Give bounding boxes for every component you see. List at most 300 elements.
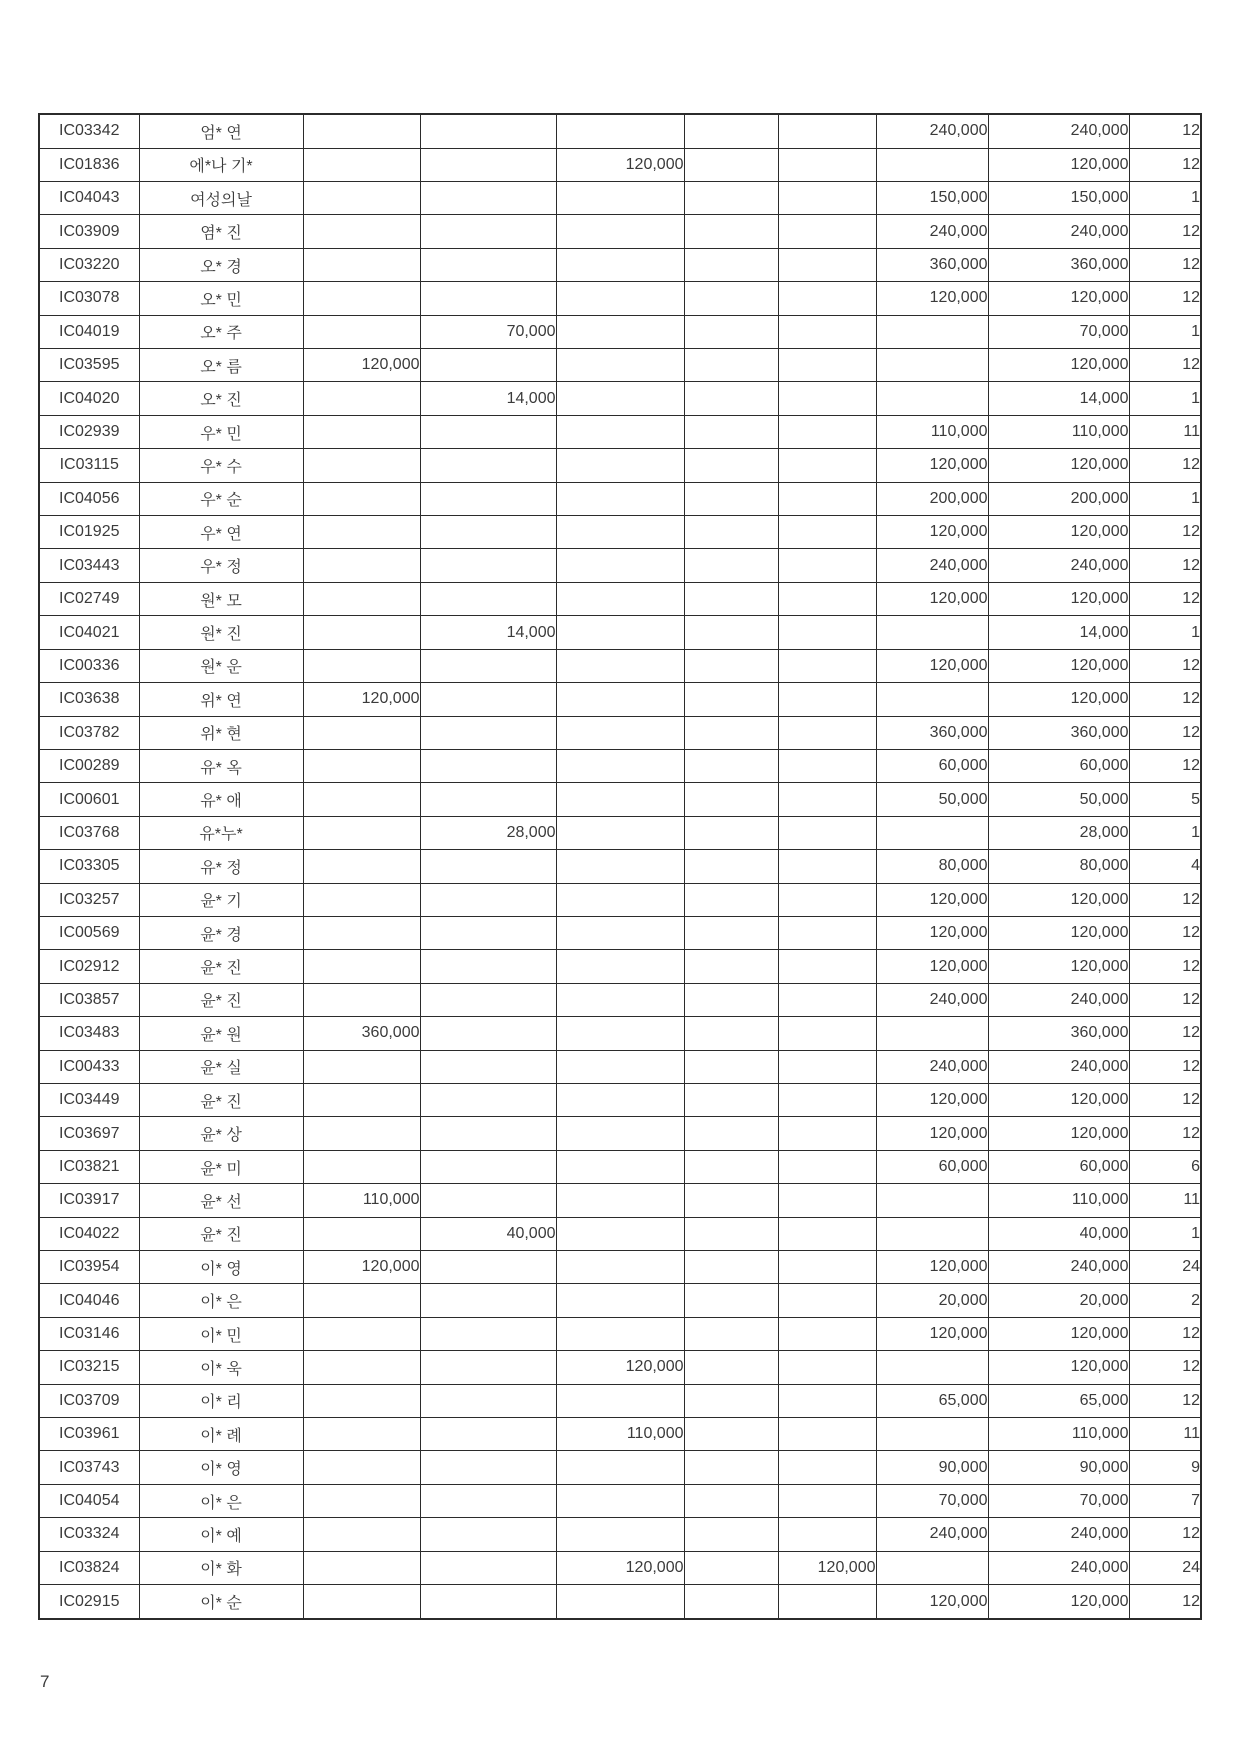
- amount-cell: 120,000: [556, 1351, 684, 1384]
- count-cell: 24: [1129, 1251, 1201, 1284]
- table-row: [39, 1217, 1201, 1250]
- amount-cell: [778, 1217, 876, 1250]
- total-cell: 240,000: [988, 1551, 1129, 1584]
- amount-cell: 240,000: [876, 215, 988, 248]
- id-cell: IC03782: [39, 716, 139, 749]
- table-row: [39, 1518, 1201, 1551]
- amount-cell: 360,000: [876, 248, 988, 281]
- amount-cell: [684, 1518, 778, 1551]
- amount-cell: 60,000: [876, 749, 988, 782]
- count-cell: 12: [1129, 1083, 1201, 1116]
- count-cell: 12: [1129, 716, 1201, 749]
- amount-cell: [303, 716, 420, 749]
- name-cell: 윤* 미: [139, 1150, 303, 1183]
- table-row: [39, 983, 1201, 1016]
- amount-cell: [303, 950, 420, 983]
- amount-cell: [303, 282, 420, 315]
- amount-cell: [420, 883, 556, 916]
- amount-cell: 28,000: [420, 816, 556, 849]
- amount-cell: 360,000: [303, 1017, 420, 1050]
- amount-cell: [556, 1217, 684, 1250]
- amount-cell: [556, 783, 684, 816]
- amount-cell: [684, 282, 778, 315]
- amount-cell: [778, 315, 876, 348]
- amount-cell: [556, 749, 684, 782]
- amount-cell: [420, 1484, 556, 1517]
- total-cell: 360,000: [988, 248, 1129, 281]
- amount-cell: [778, 1050, 876, 1083]
- id-cell: IC04022: [39, 1217, 139, 1250]
- amount-cell: 120,000: [778, 1551, 876, 1584]
- name-cell: 이* 영: [139, 1451, 303, 1484]
- name-cell: 이* 은: [139, 1484, 303, 1517]
- id-cell: IC03449: [39, 1083, 139, 1116]
- amount-cell: [778, 1484, 876, 1517]
- amount-cell: [778, 1184, 876, 1217]
- amount-cell: 240,000: [876, 114, 988, 148]
- amount-cell: [684, 749, 778, 782]
- amount-cell: [684, 1083, 778, 1116]
- amount-cell: [778, 1117, 876, 1150]
- total-cell: 60,000: [988, 1150, 1129, 1183]
- amount-cell: [303, 1451, 420, 1484]
- name-cell: 위* 연: [139, 683, 303, 716]
- amount-cell: [420, 182, 556, 215]
- amount-cell: [684, 716, 778, 749]
- id-cell: IC03078: [39, 282, 139, 315]
- amount-cell: 120,000: [876, 950, 988, 983]
- name-cell: 윤* 진: [139, 1217, 303, 1250]
- amount-cell: [778, 616, 876, 649]
- amount-cell: [556, 516, 684, 549]
- count-cell: 1: [1129, 1217, 1201, 1250]
- count-cell: 12: [1129, 114, 1201, 148]
- table-row: [39, 415, 1201, 448]
- amount-cell: [303, 1217, 420, 1250]
- amount-cell: [684, 1050, 778, 1083]
- amount-cell: [556, 649, 684, 682]
- total-cell: 120,000: [988, 148, 1129, 181]
- amount-cell: [303, 315, 420, 348]
- amount-cell: [778, 1017, 876, 1050]
- table-row: [39, 1384, 1201, 1417]
- amount-cell: [556, 449, 684, 482]
- total-cell: 50,000: [988, 783, 1129, 816]
- amount-cell: [684, 683, 778, 716]
- amount-cell: [684, 616, 778, 649]
- amount-cell: [876, 148, 988, 181]
- amount-cell: [556, 1585, 684, 1619]
- amount-cell: [556, 282, 684, 315]
- id-cell: IC04056: [39, 482, 139, 515]
- amount-cell: [420, 1251, 556, 1284]
- name-cell: 이* 례: [139, 1418, 303, 1451]
- table-row: [39, 1317, 1201, 1350]
- amount-cell: [778, 916, 876, 949]
- amount-cell: [778, 1351, 876, 1384]
- count-cell: 1: [1129, 182, 1201, 215]
- table-row: [39, 282, 1201, 315]
- amount-cell: [684, 1451, 778, 1484]
- name-cell: 염* 진: [139, 215, 303, 248]
- amount-cell: [303, 1150, 420, 1183]
- amount-cell: 90,000: [876, 1451, 988, 1484]
- id-cell: IC03220: [39, 248, 139, 281]
- amount-cell: [303, 1351, 420, 1384]
- total-cell: 120,000: [988, 649, 1129, 682]
- amount-cell: [778, 816, 876, 849]
- amount-cell: [303, 816, 420, 849]
- id-cell: IC04043: [39, 182, 139, 215]
- table-row: [39, 850, 1201, 883]
- count-cell: 11: [1129, 415, 1201, 448]
- amount-cell: [684, 850, 778, 883]
- count-cell: 1: [1129, 315, 1201, 348]
- amount-cell: 120,000: [876, 1083, 988, 1116]
- amount-cell: [556, 616, 684, 649]
- count-cell: 12: [1129, 983, 1201, 1016]
- amount-cell: [420, 983, 556, 1016]
- amount-cell: [778, 349, 876, 382]
- amount-cell: [778, 148, 876, 181]
- count-cell: 12: [1129, 1017, 1201, 1050]
- amount-cell: [556, 716, 684, 749]
- count-cell: 12: [1129, 649, 1201, 682]
- total-cell: 360,000: [988, 1017, 1129, 1050]
- id-cell: IC02915: [39, 1585, 139, 1619]
- amount-cell: [420, 582, 556, 615]
- amount-cell: [778, 516, 876, 549]
- name-cell: 원* 진: [139, 616, 303, 649]
- amount-cell: [778, 1317, 876, 1350]
- amount-cell: [684, 349, 778, 382]
- id-cell: IC03961: [39, 1418, 139, 1451]
- donation-table: [38, 113, 1202, 1620]
- amount-cell: 80,000: [876, 850, 988, 883]
- name-cell: 우* 민: [139, 415, 303, 448]
- amount-cell: [876, 1017, 988, 1050]
- id-cell: IC03324: [39, 1518, 139, 1551]
- name-cell: 오* 름: [139, 349, 303, 382]
- id-cell: IC00289: [39, 749, 139, 782]
- name-cell: 유* 애: [139, 783, 303, 816]
- table-row: [39, 1418, 1201, 1451]
- table-row: [39, 482, 1201, 515]
- count-cell: 11: [1129, 1418, 1201, 1451]
- amount-cell: [303, 1284, 420, 1317]
- amount-cell: [303, 114, 420, 148]
- amount-cell: [303, 582, 420, 615]
- amount-cell: [420, 649, 556, 682]
- count-cell: 12: [1129, 950, 1201, 983]
- amount-cell: [684, 482, 778, 515]
- total-cell: 120,000: [988, 582, 1129, 615]
- name-cell: 우* 연: [139, 516, 303, 549]
- amount-cell: [778, 1518, 876, 1551]
- id-cell: IC02912: [39, 950, 139, 983]
- total-cell: 120,000: [988, 449, 1129, 482]
- table-row: [39, 1551, 1201, 1584]
- total-cell: 120,000: [988, 1117, 1129, 1150]
- amount-cell: [778, 549, 876, 582]
- amount-cell: 120,000: [876, 649, 988, 682]
- table-row: [39, 649, 1201, 682]
- amount-cell: [684, 1184, 778, 1217]
- amount-cell: [420, 1317, 556, 1350]
- amount-cell: [420, 1351, 556, 1384]
- amount-cell: [556, 549, 684, 582]
- amount-cell: [684, 415, 778, 448]
- total-cell: 240,000: [988, 549, 1129, 582]
- name-cell: 에*나 기*: [139, 148, 303, 181]
- amount-cell: [556, 1150, 684, 1183]
- amount-cell: [420, 349, 556, 382]
- total-cell: 120,000: [988, 1317, 1129, 1350]
- amount-cell: [778, 1284, 876, 1317]
- name-cell: 여성의날: [139, 182, 303, 215]
- table-row: [39, 916, 1201, 949]
- amount-cell: [303, 248, 420, 281]
- total-cell: 110,000: [988, 415, 1129, 448]
- id-cell: IC03909: [39, 215, 139, 248]
- amount-cell: [778, 950, 876, 983]
- count-cell: 1: [1129, 382, 1201, 415]
- total-cell: 110,000: [988, 1418, 1129, 1451]
- amount-cell: [684, 1484, 778, 1517]
- amount-cell: [420, 749, 556, 782]
- id-cell: IC03697: [39, 1117, 139, 1150]
- amount-cell: [556, 382, 684, 415]
- amount-cell: [303, 1418, 420, 1451]
- amount-cell: [420, 549, 556, 582]
- amount-cell: [876, 1184, 988, 1217]
- total-cell: 240,000: [988, 1050, 1129, 1083]
- amount-cell: 120,000: [876, 1251, 988, 1284]
- amount-cell: [420, 449, 556, 482]
- amount-cell: [556, 315, 684, 348]
- amount-cell: [876, 1418, 988, 1451]
- name-cell: 윤* 기: [139, 883, 303, 916]
- amount-cell: [303, 749, 420, 782]
- amount-cell: [684, 1551, 778, 1584]
- amount-cell: [303, 415, 420, 448]
- count-cell: 11: [1129, 1184, 1201, 1217]
- amount-cell: [778, 215, 876, 248]
- amount-cell: [556, 1518, 684, 1551]
- name-cell: 이* 화: [139, 1551, 303, 1584]
- name-cell: 이* 예: [139, 1518, 303, 1551]
- name-cell: 이* 순: [139, 1585, 303, 1619]
- table-row: [39, 1284, 1201, 1317]
- total-cell: 120,000: [988, 916, 1129, 949]
- total-cell: 240,000: [988, 1251, 1129, 1284]
- table-row: [39, 582, 1201, 615]
- amount-cell: [684, 1150, 778, 1183]
- amount-cell: [303, 148, 420, 181]
- total-cell: 120,000: [988, 1351, 1129, 1384]
- count-cell: 12: [1129, 582, 1201, 615]
- name-cell: 유* 옥: [139, 749, 303, 782]
- total-cell: 70,000: [988, 1484, 1129, 1517]
- total-cell: 40,000: [988, 1217, 1129, 1250]
- amount-cell: [684, 883, 778, 916]
- total-cell: 90,000: [988, 1451, 1129, 1484]
- amount-cell: [420, 1083, 556, 1116]
- amount-cell: 40,000: [420, 1217, 556, 1250]
- amount-cell: [556, 883, 684, 916]
- amount-cell: [778, 1150, 876, 1183]
- id-cell: IC03146: [39, 1317, 139, 1350]
- total-cell: 20,000: [988, 1284, 1129, 1317]
- amount-cell: 120,000: [303, 349, 420, 382]
- amount-cell: 60,000: [876, 1150, 988, 1183]
- amount-cell: [684, 215, 778, 248]
- amount-cell: [303, 449, 420, 482]
- name-cell: 우* 순: [139, 482, 303, 515]
- id-cell: IC00336: [39, 649, 139, 682]
- amount-cell: [556, 182, 684, 215]
- amount-cell: [778, 716, 876, 749]
- count-cell: 1: [1129, 816, 1201, 849]
- total-cell: 60,000: [988, 749, 1129, 782]
- amount-cell: [556, 114, 684, 148]
- amount-cell: [684, 114, 778, 148]
- amount-cell: [778, 1418, 876, 1451]
- amount-cell: 70,000: [876, 1484, 988, 1517]
- amount-cell: [303, 215, 420, 248]
- amount-cell: [556, 582, 684, 615]
- name-cell: 오* 민: [139, 282, 303, 315]
- amount-cell: [556, 1384, 684, 1417]
- amount-cell: 110,000: [303, 1184, 420, 1217]
- amount-cell: [556, 1184, 684, 1217]
- total-cell: 28,000: [988, 816, 1129, 849]
- amount-cell: [876, 1217, 988, 1250]
- amount-cell: [556, 1317, 684, 1350]
- amount-cell: 360,000: [876, 716, 988, 749]
- count-cell: 12: [1129, 549, 1201, 582]
- id-cell: IC04054: [39, 1484, 139, 1517]
- name-cell: 오* 경: [139, 248, 303, 281]
- id-cell: IC03595: [39, 349, 139, 382]
- amount-cell: [876, 683, 988, 716]
- amount-cell: [303, 549, 420, 582]
- table-row: [39, 716, 1201, 749]
- name-cell: 우* 정: [139, 549, 303, 582]
- table-row: [39, 1083, 1201, 1116]
- table-row: [39, 215, 1201, 248]
- table-row: [39, 1251, 1201, 1284]
- total-cell: 240,000: [988, 215, 1129, 248]
- amount-cell: 14,000: [420, 382, 556, 415]
- id-cell: IC03305: [39, 850, 139, 883]
- total-cell: 240,000: [988, 114, 1129, 148]
- table-row: [39, 1484, 1201, 1517]
- count-cell: 5: [1129, 783, 1201, 816]
- amount-cell: [876, 1551, 988, 1584]
- amount-cell: [684, 816, 778, 849]
- amount-cell: [684, 248, 778, 281]
- count-cell: 1: [1129, 616, 1201, 649]
- amount-cell: 50,000: [876, 783, 988, 816]
- amount-cell: [303, 1117, 420, 1150]
- amount-cell: [303, 1551, 420, 1584]
- amount-cell: [556, 1050, 684, 1083]
- amount-cell: [778, 1585, 876, 1619]
- amount-cell: [684, 582, 778, 615]
- amount-cell: [420, 850, 556, 883]
- amount-cell: 120,000: [303, 683, 420, 716]
- amount-cell: 120,000: [876, 449, 988, 482]
- table-row: [39, 1117, 1201, 1150]
- amount-cell: [303, 516, 420, 549]
- id-cell: IC03824: [39, 1551, 139, 1584]
- amount-cell: [778, 649, 876, 682]
- amount-cell: [303, 649, 420, 682]
- amount-cell: [420, 1117, 556, 1150]
- page-number: 7: [40, 1672, 50, 1691]
- amount-cell: [303, 1083, 420, 1116]
- amount-cell: [684, 1351, 778, 1384]
- name-cell: 우* 수: [139, 449, 303, 482]
- id-cell: IC00433: [39, 1050, 139, 1083]
- amount-cell: [778, 582, 876, 615]
- amount-cell: [420, 683, 556, 716]
- total-cell: 110,000: [988, 1184, 1129, 1217]
- amount-cell: [556, 950, 684, 983]
- amount-cell: [556, 248, 684, 281]
- amount-cell: [420, 248, 556, 281]
- amount-cell: [420, 1518, 556, 1551]
- name-cell: 이* 영: [139, 1251, 303, 1284]
- name-cell: 윤* 진: [139, 950, 303, 983]
- amount-cell: [684, 1384, 778, 1417]
- name-cell: 윤* 원: [139, 1017, 303, 1050]
- count-cell: 12: [1129, 248, 1201, 281]
- count-cell: 12: [1129, 215, 1201, 248]
- amount-cell: [876, 349, 988, 382]
- amount-cell: [420, 783, 556, 816]
- count-cell: 12: [1129, 449, 1201, 482]
- name-cell: 이* 욱: [139, 1351, 303, 1384]
- amount-cell: [420, 282, 556, 315]
- total-cell: 240,000: [988, 1518, 1129, 1551]
- amount-cell: [778, 1451, 876, 1484]
- name-cell: 원* 운: [139, 649, 303, 682]
- amount-cell: 240,000: [876, 983, 988, 1016]
- amount-cell: [556, 916, 684, 949]
- amount-cell: 240,000: [876, 549, 988, 582]
- amount-cell: [684, 315, 778, 348]
- count-cell: 4: [1129, 850, 1201, 883]
- table-row: [39, 1585, 1201, 1619]
- id-cell: IC03215: [39, 1351, 139, 1384]
- amount-cell: [684, 1117, 778, 1150]
- id-cell: IC04020: [39, 382, 139, 415]
- id-cell: IC03257: [39, 883, 139, 916]
- amount-cell: 120,000: [303, 1251, 420, 1284]
- amount-cell: [876, 315, 988, 348]
- count-cell: 12: [1129, 683, 1201, 716]
- table-row: [39, 382, 1201, 415]
- name-cell: 유* 정: [139, 850, 303, 883]
- amount-cell: [303, 983, 420, 1016]
- total-cell: 120,000: [988, 1585, 1129, 1619]
- amount-cell: [684, 649, 778, 682]
- amount-cell: [420, 716, 556, 749]
- amount-cell: [556, 415, 684, 448]
- amount-cell: [556, 1284, 684, 1317]
